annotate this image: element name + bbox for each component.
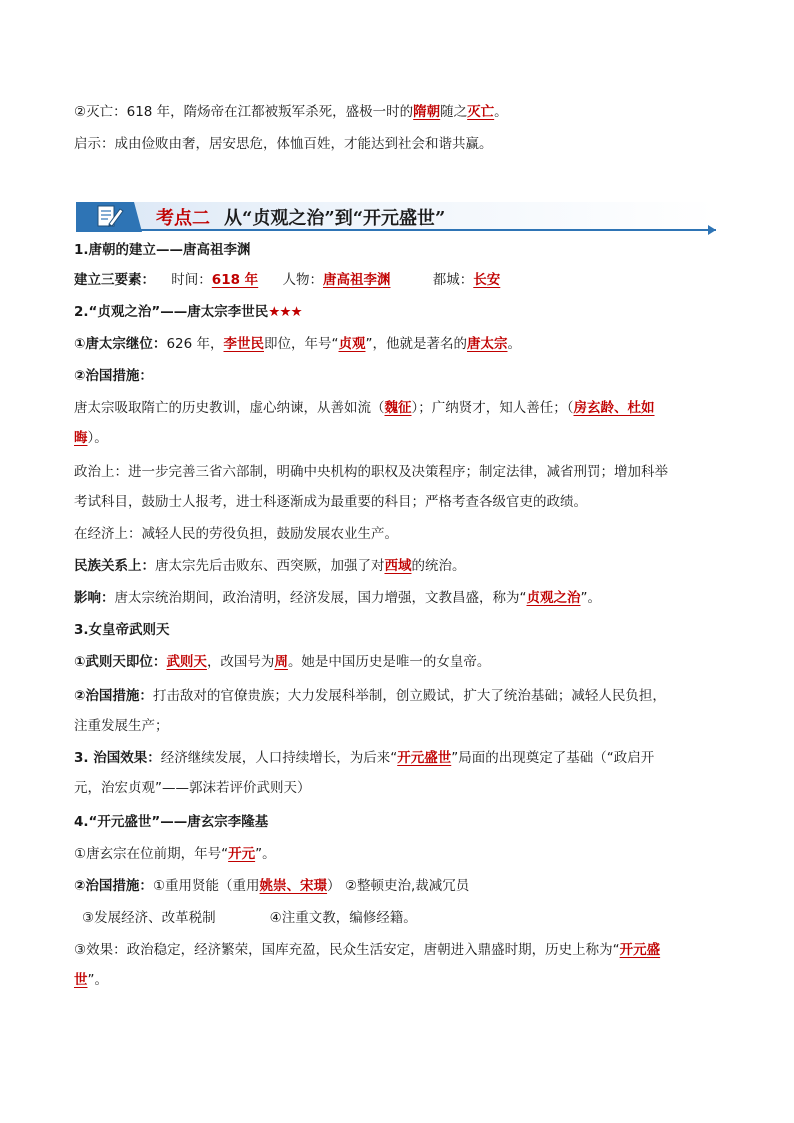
paragraph-wu-effect-cont: 元，治宏贞观”——郭沫若评价武则天）: [74, 780, 311, 796]
paragraph-economy: 在经济上：减轻人民的劳役负担，鼓励发展农业生产。: [74, 526, 398, 542]
paragraph-lesson: 启示：成由俭败由奢，居安思危，体恤百姓，才能达到社会和谐共赢。: [74, 136, 493, 152]
paragraph-wu-measures: ②治国措施：打击敌对的官僚贵族；大力发展科举制，创立殿试，扩大了统治基础；减轻人民负担，: [74, 688, 666, 704]
heading-wu-zetian: 3.女皇帝武则天: [74, 622, 170, 638]
section-title: [156, 204, 445, 230]
paragraph-three-elements: 建立三要素： 时间：618 年 人物：唐高祖李渊 都城：长安: [74, 272, 501, 288]
paragraph-taizong-lessons-cont: 晦）。: [74, 430, 108, 446]
paragraph-xuanzong-result: ③效果：政治稳定，经济繁荣，国库充盈，民众生活安定，唐朝进入鼎盛时期，历史上称为“开元盛: [74, 942, 661, 958]
heading-tang-founding: 1.唐朝的建立——唐高祖李渊: [74, 242, 251, 258]
answer-year: 618 年: [211, 272, 259, 288]
heading-kaiyuan: 4.“开元盛世”——唐玄宗李隆基: [74, 814, 269, 830]
paragraph-xuanzong-measures-cont: ③发展经济、改革税制 ④注重文教，编修经籍。: [82, 910, 417, 926]
paragraph-wu-accession: ①武则天即位：武则天，改国号为周。她是中国历史是唯一的女皇帝。: [74, 654, 491, 670]
paragraph-fall-of-sui: ②灭亡：618 年，隋炀帝在江都被叛军杀死，盛极一时的隋朝随之灭亡。: [74, 104, 508, 120]
notebook-pencil-icon: [76, 196, 142, 232]
answer-capital: 长安: [473, 272, 501, 288]
paragraph-xuanzong-result-cont: 世”。: [74, 972, 108, 988]
section-number: 考点二: [156, 208, 210, 229]
paragraph-politics-1: 政治上：进一步完善三省六部制，明确中央机构的职权及决策程序；制定法律，减省刑罚；增加科举: [74, 464, 668, 480]
paragraph-xuanzong-measures: ②治国措施：①重用贤能（重用姚崇、宋璟） ②整顿吏治,裁减冗员: [74, 878, 470, 894]
paragraph-taizong-lessons: 唐太宗吸取隋亡的历史教训，虚心纳谏，从善如流（魏征）；广纳贤才，知人善任；（房玄龄、杜如: [74, 400, 655, 416]
section-header: [76, 196, 716, 236]
heading-zhenguan: 2.“贞观之治”——唐太宗李世民★★★: [74, 304, 302, 320]
answer-fall: 灭亡: [467, 104, 495, 120]
paragraph-ethnic-relations: 民族关系上：唐太宗先后击败东、西突厥，加强了对西域的统治。: [74, 558, 466, 574]
paragraph-xuanzong-early: ①唐玄宗在位前期，年号“开元”。: [74, 846, 276, 862]
importance-stars: ★★★: [268, 304, 302, 320]
heading-measures: ②治国措施：: [74, 368, 153, 384]
paragraph-taizong-accession: ①唐太宗继位：626 年，李世民即位，年号“贞观”，他就是著名的唐太宗。: [74, 336, 521, 352]
answer-person: 唐高祖李渊: [322, 272, 391, 288]
answer-sui-dynasty: 隋朝: [413, 104, 441, 120]
paragraph-wu-effect: 3. 治国效果：经济继续发展，人口持续增长，为后来“开元盛世”局面的出现奠定了基础（“政启开: [74, 750, 655, 766]
section-topic: 从“贞观之治”到“开元盛世”: [224, 208, 446, 229]
paragraph-politics-2: 考试科目，鼓励士人报考，进士科逐渐成为最重要的科目；严格考查各级官吏的政绩。: [74, 494, 587, 510]
paragraph-impact: 影响：唐太宗统治期间，政治清明，经济发展，国力增强，文教昌盛，称为“贞观之治”。: [74, 590, 601, 606]
paragraph-wu-measures-cont: 注重发展生产；: [74, 718, 169, 734]
